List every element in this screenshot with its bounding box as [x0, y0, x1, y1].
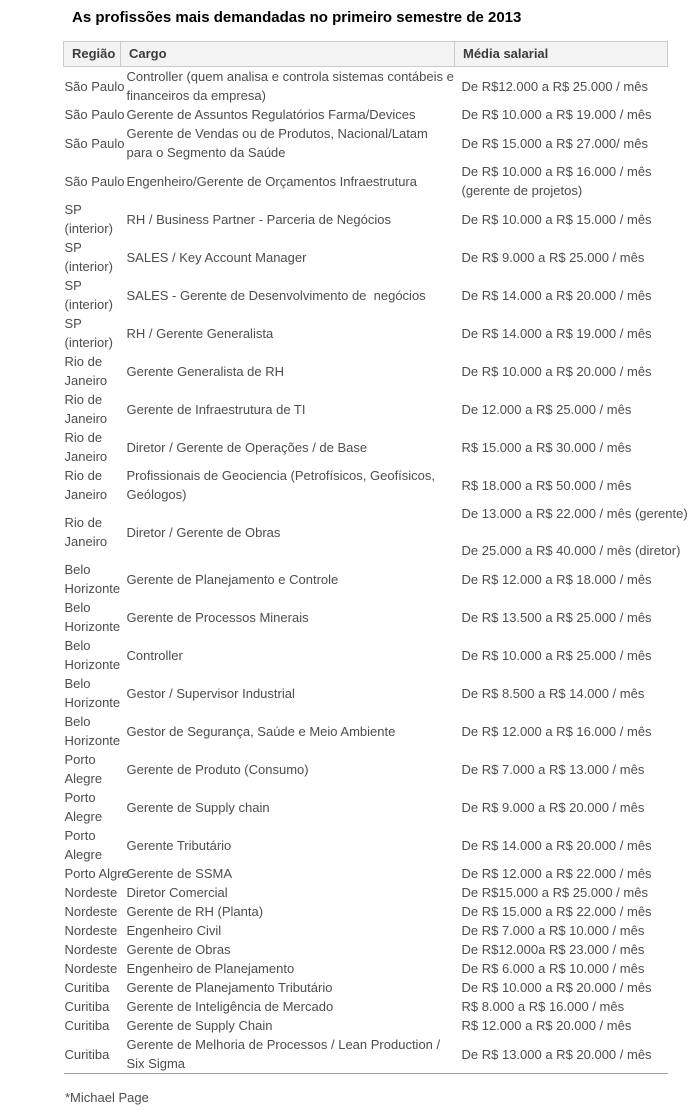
- salary-cell: [455, 712, 668, 750]
- page-title: As profissões mais demandadas no primeiro semestre de 2013: [72, 9, 522, 26]
- region-cell: Porto Alegre: [64, 752, 103, 786]
- salary-line: De R$ 10.000 a R$ 16.000 / mês: [461, 164, 652, 179]
- salary-cell: [455, 162, 668, 200]
- region-cell: Curitiba: [64, 999, 110, 1014]
- region-cell: Rio de Janeiro: [64, 468, 108, 502]
- table-row: [64, 105, 668, 124]
- table-row: [64, 1035, 668, 1074]
- table-row: [64, 883, 668, 902]
- cargo-cell: Engenheiro de Planejamento: [126, 961, 295, 976]
- salary-cell: [455, 883, 668, 902]
- salary-line: De R$ 14.000 a R$ 20.000 / mês: [461, 287, 652, 303]
- region-cell: Nordeste: [64, 923, 118, 938]
- table-row: [64, 636, 668, 674]
- salary-cell: [455, 276, 668, 314]
- cargo-cell: Gerente de Supply Chain: [126, 1018, 273, 1033]
- salary-line: R$ 18.000 a R$ 50.000 / mês: [461, 477, 632, 493]
- table-row: [64, 921, 668, 940]
- salary-cell: [455, 959, 668, 978]
- cargo-cell: Gerente de Assuntos Regulatórios Farma/Devices: [126, 107, 416, 122]
- region-cell: Curitiba: [64, 1018, 110, 1033]
- table-row: [64, 67, 668, 106]
- cargo-cell: RH / Gerente Generalista: [126, 325, 274, 341]
- salary-line: De R$ 14.000 a R$ 20.000 / mês: [461, 837, 652, 853]
- region-cell: São Paulo: [64, 78, 125, 94]
- salary-line: De R$ 7.000 a R$ 13.000 / mês: [461, 761, 645, 777]
- table-row: [64, 124, 668, 162]
- cargo-cell: SALES / Key Account Manager: [126, 249, 307, 265]
- table-row: [64, 314, 668, 352]
- salary-cell: [455, 636, 668, 674]
- region-cell: SP (interior): [64, 278, 113, 312]
- table-row: [64, 997, 668, 1016]
- region-cell: Curitiba: [64, 1035, 121, 1074]
- cargo-cell: Gerente de Obras: [126, 942, 231, 957]
- salary-line: De R$ 13.500 a R$ 25.000 / mês: [461, 609, 652, 625]
- salary-cell: [455, 200, 668, 238]
- salary-line: De R$ 14.000 a R$ 19.000 / mês: [461, 325, 652, 341]
- table-row: [64, 1016, 668, 1035]
- salary-line: De R$ 8.500 a R$ 14.000 / mês: [461, 685, 645, 701]
- table-row: [64, 902, 668, 921]
- region-cell: São Paulo: [64, 107, 125, 122]
- table-row: [64, 390, 668, 428]
- region-cell: Porto Alegre: [64, 790, 103, 824]
- table-row: [64, 750, 668, 788]
- region-cell: Curitiba: [64, 980, 110, 995]
- cargo-cell: Gerente de Planejamento e Controle: [126, 571, 339, 587]
- source-note: *Michael Page: [65, 1090, 149, 1105]
- salary-line: De R$ 9.000 a R$ 25.000 / mês: [461, 249, 645, 265]
- salary-line: De 13.000 a R$ 22.000 / mês (gerente): [461, 506, 688, 521]
- table-row: [64, 162, 668, 200]
- region-cell: Nordeste: [64, 942, 118, 957]
- table-body: [64, 67, 688, 1074]
- salary-line: De R$ 9.000 a R$ 20.000 / mês: [461, 799, 645, 815]
- salary-cell: [455, 352, 668, 390]
- column-header-regiao: Região: [64, 42, 121, 67]
- cargo-cell: Profissionais de Geociencia (Petrofísicos, Geofísicos, Geólogos): [126, 468, 439, 502]
- salary-line: De R$ 12.000 a R$ 18.000 / mês: [461, 571, 652, 587]
- region-cell: Rio de Janeiro: [64, 392, 108, 426]
- cargo-cell: Engenheiro Civil: [126, 923, 222, 938]
- salary-line: (gerente de projetos): [461, 183, 583, 198]
- salary-cell: [455, 940, 668, 959]
- region-cell: Belo Horizonte: [64, 562, 121, 596]
- salary-cell: [455, 864, 668, 883]
- salary-cell: [455, 826, 668, 864]
- column-header-media-salarial: Média salarial: [455, 42, 668, 67]
- salary-line: De R$ 12.000 a R$ 16.000 / mês: [461, 723, 652, 739]
- column-header-cargo: Cargo: [121, 42, 455, 67]
- cargo-cell: Gerente de Supply chain: [126, 799, 270, 815]
- region-cell: Belo Horizonte: [64, 638, 121, 672]
- salary-cell: [455, 105, 668, 124]
- region-cell: Belo Horizonte: [64, 714, 121, 748]
- salary-cell: [455, 1016, 668, 1035]
- region-cell: São Paulo: [64, 173, 125, 189]
- salary-cell: [455, 1035, 668, 1074]
- salary-line: De R$12.000 a R$ 25.000 / mês: [461, 78, 648, 94]
- region-cell: SP (interior): [64, 240, 113, 274]
- table-row: [64, 959, 668, 978]
- salary-line: De R$15.000 a R$ 25.000 / mês: [461, 885, 648, 900]
- salary-cell: [455, 428, 668, 466]
- region-cell: Porto Algre: [64, 866, 129, 881]
- table-row: [64, 674, 668, 712]
- header-row: [64, 42, 668, 67]
- table-row: [64, 428, 668, 466]
- table-row: [64, 504, 668, 560]
- region-cell: Nordeste: [64, 961, 118, 976]
- salary-cell: [455, 902, 668, 921]
- cargo-cell: Controller (quem analisa e controla sistemas contábeis e financeiros da empresa): [126, 69, 458, 103]
- salary-line: De R$ 12.000 a R$ 22.000 / mês: [461, 866, 652, 881]
- salary-line: R$ 12.000 a R$ 20.000 / mês: [461, 1018, 632, 1033]
- cargo-cell: Diretor / Gerente de Obras: [126, 524, 281, 540]
- salary-table: [63, 41, 688, 1074]
- table-row: [64, 200, 668, 238]
- cargo-cell: Gerente de Processos Minerais: [126, 609, 309, 625]
- salary-line: De 25.000 a R$ 40.000 / mês (diretor): [461, 543, 681, 558]
- salary-cell: [455, 390, 668, 428]
- table-row: [64, 788, 668, 826]
- table-row: [64, 598, 668, 636]
- salary-cell: [455, 750, 668, 788]
- salary-line: De 12.000 a R$ 25.000 / mês: [461, 401, 632, 417]
- salary-cell: [455, 466, 668, 504]
- region-cell: SP (interior): [64, 316, 113, 350]
- salary-line: De R$ 6.000 a R$ 10.000 / mês: [461, 961, 645, 976]
- cargo-cell: Gerente de Inteligência de Mercado: [126, 999, 334, 1014]
- region-cell: Nordeste: [64, 904, 118, 919]
- salary-line: De R$ 10.000 a R$ 25.000 / mês: [461, 647, 652, 663]
- table-row: [64, 940, 668, 959]
- cargo-cell: Gestor de Segurança, Saúde e Meio Ambiente: [126, 723, 396, 739]
- salary-line: De R$ 10.000 a R$ 19.000 / mês: [461, 107, 652, 122]
- cargo-cell: Diretor Comercial: [126, 885, 228, 900]
- salary-cell: [455, 978, 668, 997]
- cargo-cell: Gestor / Supervisor Industrial: [126, 685, 295, 701]
- region-cell: Belo Horizonte: [64, 676, 121, 710]
- table-row: [64, 826, 668, 864]
- cargo-cell: Gerente de Melhoria de Processos / Lean Production / Six Sigma: [121, 1035, 455, 1074]
- salary-line: R$ 8.000 a R$ 16.000 / mês: [461, 999, 625, 1014]
- salary-line: De R$ 13.000 a R$ 20.000 / mês: [461, 1046, 652, 1062]
- salary-cell: [455, 504, 688, 560]
- region-cell: Rio de Janeiro: [64, 515, 108, 549]
- region-cell: Porto Alegre: [64, 828, 103, 862]
- cargo-cell: SALES - Gerente de Desenvolvimento de negócios: [126, 287, 426, 303]
- salary-cell: [455, 314, 668, 352]
- region-cell: Belo Horizonte: [64, 600, 121, 634]
- cargo-cell: Gerente de Infraestrutura de TI: [126, 401, 306, 417]
- table-row: [64, 978, 668, 997]
- salary-cell: [455, 124, 668, 162]
- table-row: [64, 712, 668, 750]
- cargo-cell: Diretor / Gerente de Operações / de Base: [126, 439, 368, 455]
- salary-line: De R$12.000a R$ 23.000 / mês: [461, 942, 645, 957]
- table-row: [64, 864, 668, 883]
- cargo-cell: Engenheiro/Gerente de Orçamentos Infraestrutura: [126, 173, 417, 189]
- cargo-cell: Controller: [126, 647, 183, 663]
- salary-cell: [455, 560, 668, 598]
- salary-line: De R$ 15.000 a R$ 22.000 / mês: [461, 904, 652, 919]
- salary-line: R$ 15.000 a R$ 30.000 / mês: [461, 439, 632, 455]
- table-row: [64, 352, 668, 390]
- table-row: [64, 238, 668, 276]
- region-cell: SP (interior): [64, 202, 113, 236]
- cargo-cell: Gerente de RH (Planta): [126, 904, 264, 919]
- salary-cell: [455, 997, 668, 1016]
- cargo-cell: RH / Business Partner - Parceria de Negócios: [126, 211, 391, 227]
- salary-line: De R$ 15.000 a R$ 27.000/ mês: [461, 135, 648, 151]
- salary-cell: [455, 921, 668, 940]
- table-row: [64, 466, 668, 504]
- salary-line: De R$ 10.000 a R$ 20.000 / mês: [461, 363, 652, 379]
- region-cell: São Paulo: [64, 135, 125, 151]
- region-cell: Rio de Janeiro: [64, 354, 108, 388]
- salary-line: De R$ 7.000 a R$ 10.000 / mês: [461, 923, 645, 938]
- cargo-cell: Gerente de Produto (Consumo): [126, 761, 309, 777]
- salary-cell: [455, 788, 668, 826]
- table-row: [64, 276, 668, 314]
- salary-cell: [455, 238, 668, 276]
- salary-cell: [455, 67, 668, 106]
- cargo-cell: Gerente Generalista de RH: [126, 363, 285, 379]
- salary-cell: [455, 598, 668, 636]
- cargo-cell: Gerente de SSMA: [126, 866, 232, 881]
- cargo-cell: Gerente de Vendas ou de Produtos, Nacional/Latam para o Segmento da Saúde: [126, 126, 432, 160]
- cargo-cell: Gerente Tributário: [126, 837, 232, 853]
- table-row: [64, 560, 668, 598]
- region-cell: Rio de Janeiro: [64, 430, 108, 464]
- salary-line: De R$ 10.000 a R$ 20.000 / mês: [461, 980, 652, 995]
- salary-line: De R$ 10.000 a R$ 15.000 / mês: [461, 211, 652, 227]
- salary-cell: [455, 674, 668, 712]
- cargo-cell: Gerente de Planejamento Tributário: [126, 980, 333, 995]
- region-cell: Nordeste: [64, 885, 118, 900]
